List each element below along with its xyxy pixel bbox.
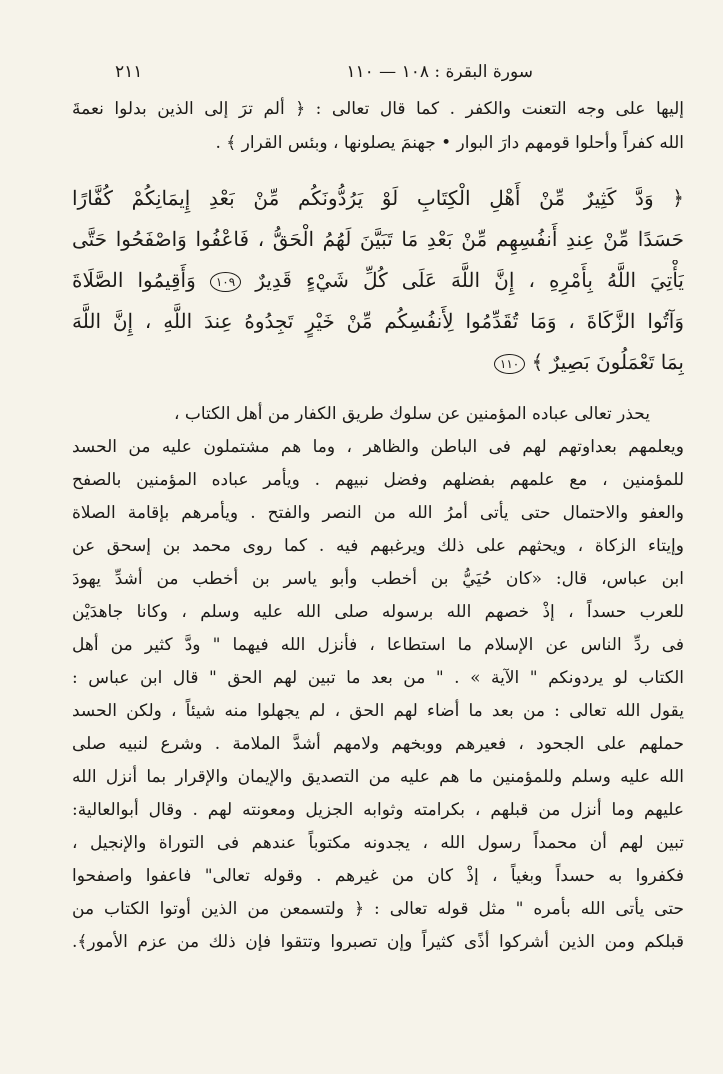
text-line: الله كفراً وأحلوا قومهم دارَ البوار • جهنمَ يصلونها ، وبئس القرار ﴾ . — [215, 133, 684, 153]
text-line: للمؤمنين ، مع علمهم بفضلهم وفضل نبيهم . ويأمر عباده المؤمنين بالصفح — [72, 470, 684, 490]
text-line: ويعلمهم بعداوتهم لهم فى الباطن والظاهر ، وما هم مشتملون عليه من الحسد — [72, 437, 684, 457]
page-number: ٢١١ — [115, 62, 143, 82]
verse-line — [72, 260, 684, 301]
text-line: تبين لهم أن محمداً رسول الله ، يجدونه مكتوباً عندهم فى التوراة والإنجيل ، — [72, 833, 684, 853]
text-line: الله عليه وسلم وللمؤمنين ما هم عليه من التصديق والإيمان والإقرار بما أنزل الله — [72, 767, 684, 787]
verse-number-marker: ١٠٩ — [210, 272, 241, 292]
text-line: وإيتاء الزكاة ، ويحثهم على ذلك ويرغبهم فيه . كما روى محمد بن إسحق عن — [72, 536, 684, 556]
page-header — [115, 62, 683, 86]
verse-line-text: يَأْتِيَ اللَّهُ بِأَمْرِهِ ، إِنَّ اللَّهَ عَلَى كُلِّ شَيْءٍ قَدِيرٌ — [255, 268, 684, 292]
verse-number-marker: ١١٠ — [494, 354, 525, 374]
verse-line-text: بِمَا تَعْمَلُونَ بَصِيرٌ ﴾ — [531, 350, 684, 374]
surah-title: سورة البقرة : ١٠٨ — ١١٠ — [346, 62, 533, 82]
verse-line: حَسَدًا مِّنْ عِندِ أَنفُسِهِم مِّنْ بَعْدِ مَا تَبَيَّنَ لَهُمُ الْحَقُّ ، فَاعْفُوا وَاصْفَحُوا حَتَّى — [72, 227, 684, 251]
verse-line — [72, 342, 684, 383]
text-line: عليهم وما أنزل من قبلهم ، بكرامته وثوابه الجزيل ومعونته لهم . وقال أبوالعالية: — [72, 800, 684, 820]
text-line: والعفو والاحتمال حتى يأتى أمرُ الله من النصر والفتح . ويأمرهم بإقامة الصلاة — [72, 503, 684, 523]
text-line: ابن عباس، قال: «كان حُيَيُّ بن أخطب وأبو ياسر بن أخطب من أشدِّ يهودَ — [72, 569, 684, 589]
text-line: يحذر تعالى عباده المؤمنين عن سلوك طريق الكفار من أهل الكتاب ، — [173, 404, 650, 424]
text-line: قبلكم ومن الذين أشركوا أذًى كثيراً وإن تصبروا وتتقوا فإن ذلك من عزم الأمور﴾. — [72, 932, 684, 952]
text-line: فى ردِّ الناس عن الإسلام ما استطاعا ، فأنزل الله فيهما " ودَّ كثير من أهل — [72, 635, 684, 655]
text-line: الكتاب لو يردونكم " الآية » . " من بعد ما تبين لهم الحق " قال ابن عباس : — [72, 668, 684, 688]
text-line: يقول الله تعالى : من بعد ما أضاء لهم الحق ، لم يجهلوا منه شيئاً ، ولكن الحسد — [72, 701, 684, 721]
verse-line: ﴿ وَدَّ كَثِيرٌ مِّنْ أَهْلِ الْكِتَابِ لَوْ يَرُدُّونَكُم مِّنْ بَعْدِ إِيمَانِكُمْ كُفَّارًا — [72, 186, 684, 210]
text-line: فكفروا به حسداً وبغياً ، إذْ كان من غيرهم . وقوله تعالى" فاعفوا واصفحوا — [72, 866, 684, 886]
verse-line-text: وَأَقِيمُوا الصَّلَاةَ — [72, 268, 196, 292]
verse-line: وَآتُوا الزَّكَاةَ ، وَمَا تُقَدِّمُوا لِأَنفُسِكُم مِّنْ خَيْرٍ تَجِدُوهُ عِندَ اللَّهِ ، إِنَّ اللَّهَ — [72, 309, 684, 333]
text-line: حملهم على الجحود ، فعيرهم ووبخهم ولامهم أشدَّ الملامة . وشرع لنبيه صلى — [72, 734, 684, 754]
text-line: حتى يأتى الله بأمره " مثل قوله تعالى : ﴿ ولتسمعن من الذين أوتوا الكتاب من — [72, 899, 684, 919]
text-line: للعرب حسداً ، إذْ خصهم الله برسوله صلى الله عليه وسلم ، وكانا جاهدَيْن — [72, 602, 684, 622]
text-line: إليها على وجه التعنت والكفر . كما قال تعالى : ﴿ ألم ترَ إلى الذين بدلوا نعمةَ — [72, 99, 684, 119]
